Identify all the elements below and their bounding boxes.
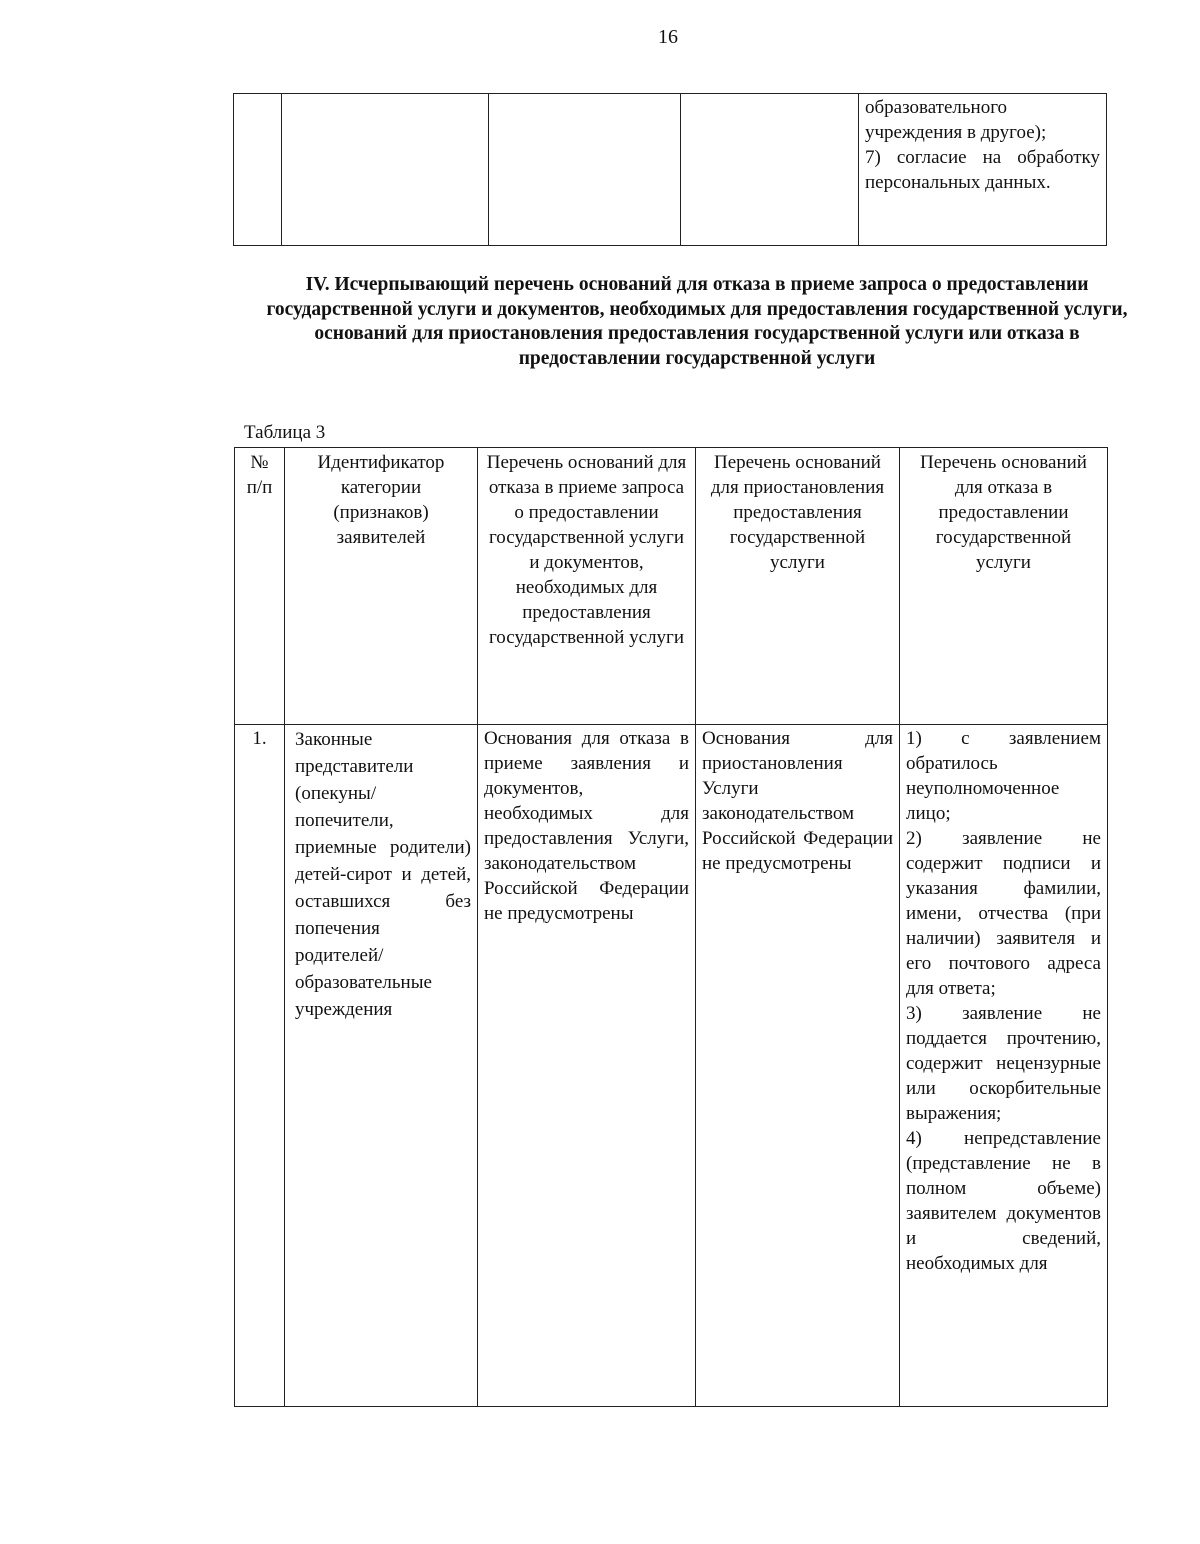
empty-cell: [489, 94, 681, 246]
refusal-intake-cell: Основания для отказа в приеме заявления и документов, необходимых для предоставления Услуги, законодательством Российской Федерации не предусмотрены: [478, 725, 696, 1407]
continuation-cell: [859, 94, 1107, 246]
list-item: 3) заявление не поддается прочтению, содержит нецензурные или оскорбительные выражения;: [906, 1003, 1101, 1124]
grounds-table: [234, 447, 1108, 1407]
row-number: 1.: [235, 725, 285, 1407]
table-caption: Таблица 3: [244, 422, 326, 443]
section-title: IV. Исчерпывающий перечень оснований для отказа в приеме запроса о предоставлении государственной услуги и документов, необходимых для предоставления государственной услуги, оснований для приостановления предоставления государственной услуги или отказа в предоставлении государственной услуги: [266, 274, 1128, 369]
column-header: № п/п: [235, 448, 285, 725]
table-row: [234, 94, 1107, 246]
empty-cell: [681, 94, 859, 246]
continuation-line: 7) согласие на обработку персональных данных.: [865, 147, 1100, 193]
column-header: Перечень оснований для приостановления предоставления государственной услуги: [696, 448, 900, 725]
column-header: Перечень оснований для отказа в предоставлении государственной услуги: [900, 448, 1108, 725]
list-item: 1) с заявлением обратилось неуполномоченное лицо;: [906, 728, 1101, 824]
continuation-line: учреждения в другое);: [865, 122, 1047, 143]
refusal-service-cell: [900, 725, 1108, 1407]
continuation-table: [233, 93, 1107, 246]
column-header: Перечень оснований для отказа в приеме запроса о предоставлении государственной услуги и документов, необходимых для предоставления государственной услуги: [478, 448, 696, 725]
category-cell: Законные представители (опекуны/попечители, приемные родители) детей-сирот и детей, оставшихся без попечения родителей/образовательные учреждения: [285, 725, 478, 1407]
list-item: 2) заявление не содержит подписи и указания фамилии, имени, отчества (при наличии) заявителя и его почтового адреса для ответа;: [906, 828, 1101, 999]
continuation-line: образовательного: [865, 97, 1008, 118]
table-row: [235, 725, 1108, 1407]
empty-cell: [234, 94, 282, 246]
empty-cell: [282, 94, 489, 246]
suspension-cell: Основания для приостановления Услуги законодательством Российской Федерации не предусмотрены: [696, 725, 900, 1407]
table-header-row: [235, 448, 1108, 725]
column-header: Идентификатор категории (признаков) заявителей: [285, 448, 478, 725]
list-item: 4) непредставление (представление не в полном объеме) заявителем документов и сведений, необходимых для: [906, 1128, 1101, 1274]
page-number: 16: [658, 26, 678, 48]
